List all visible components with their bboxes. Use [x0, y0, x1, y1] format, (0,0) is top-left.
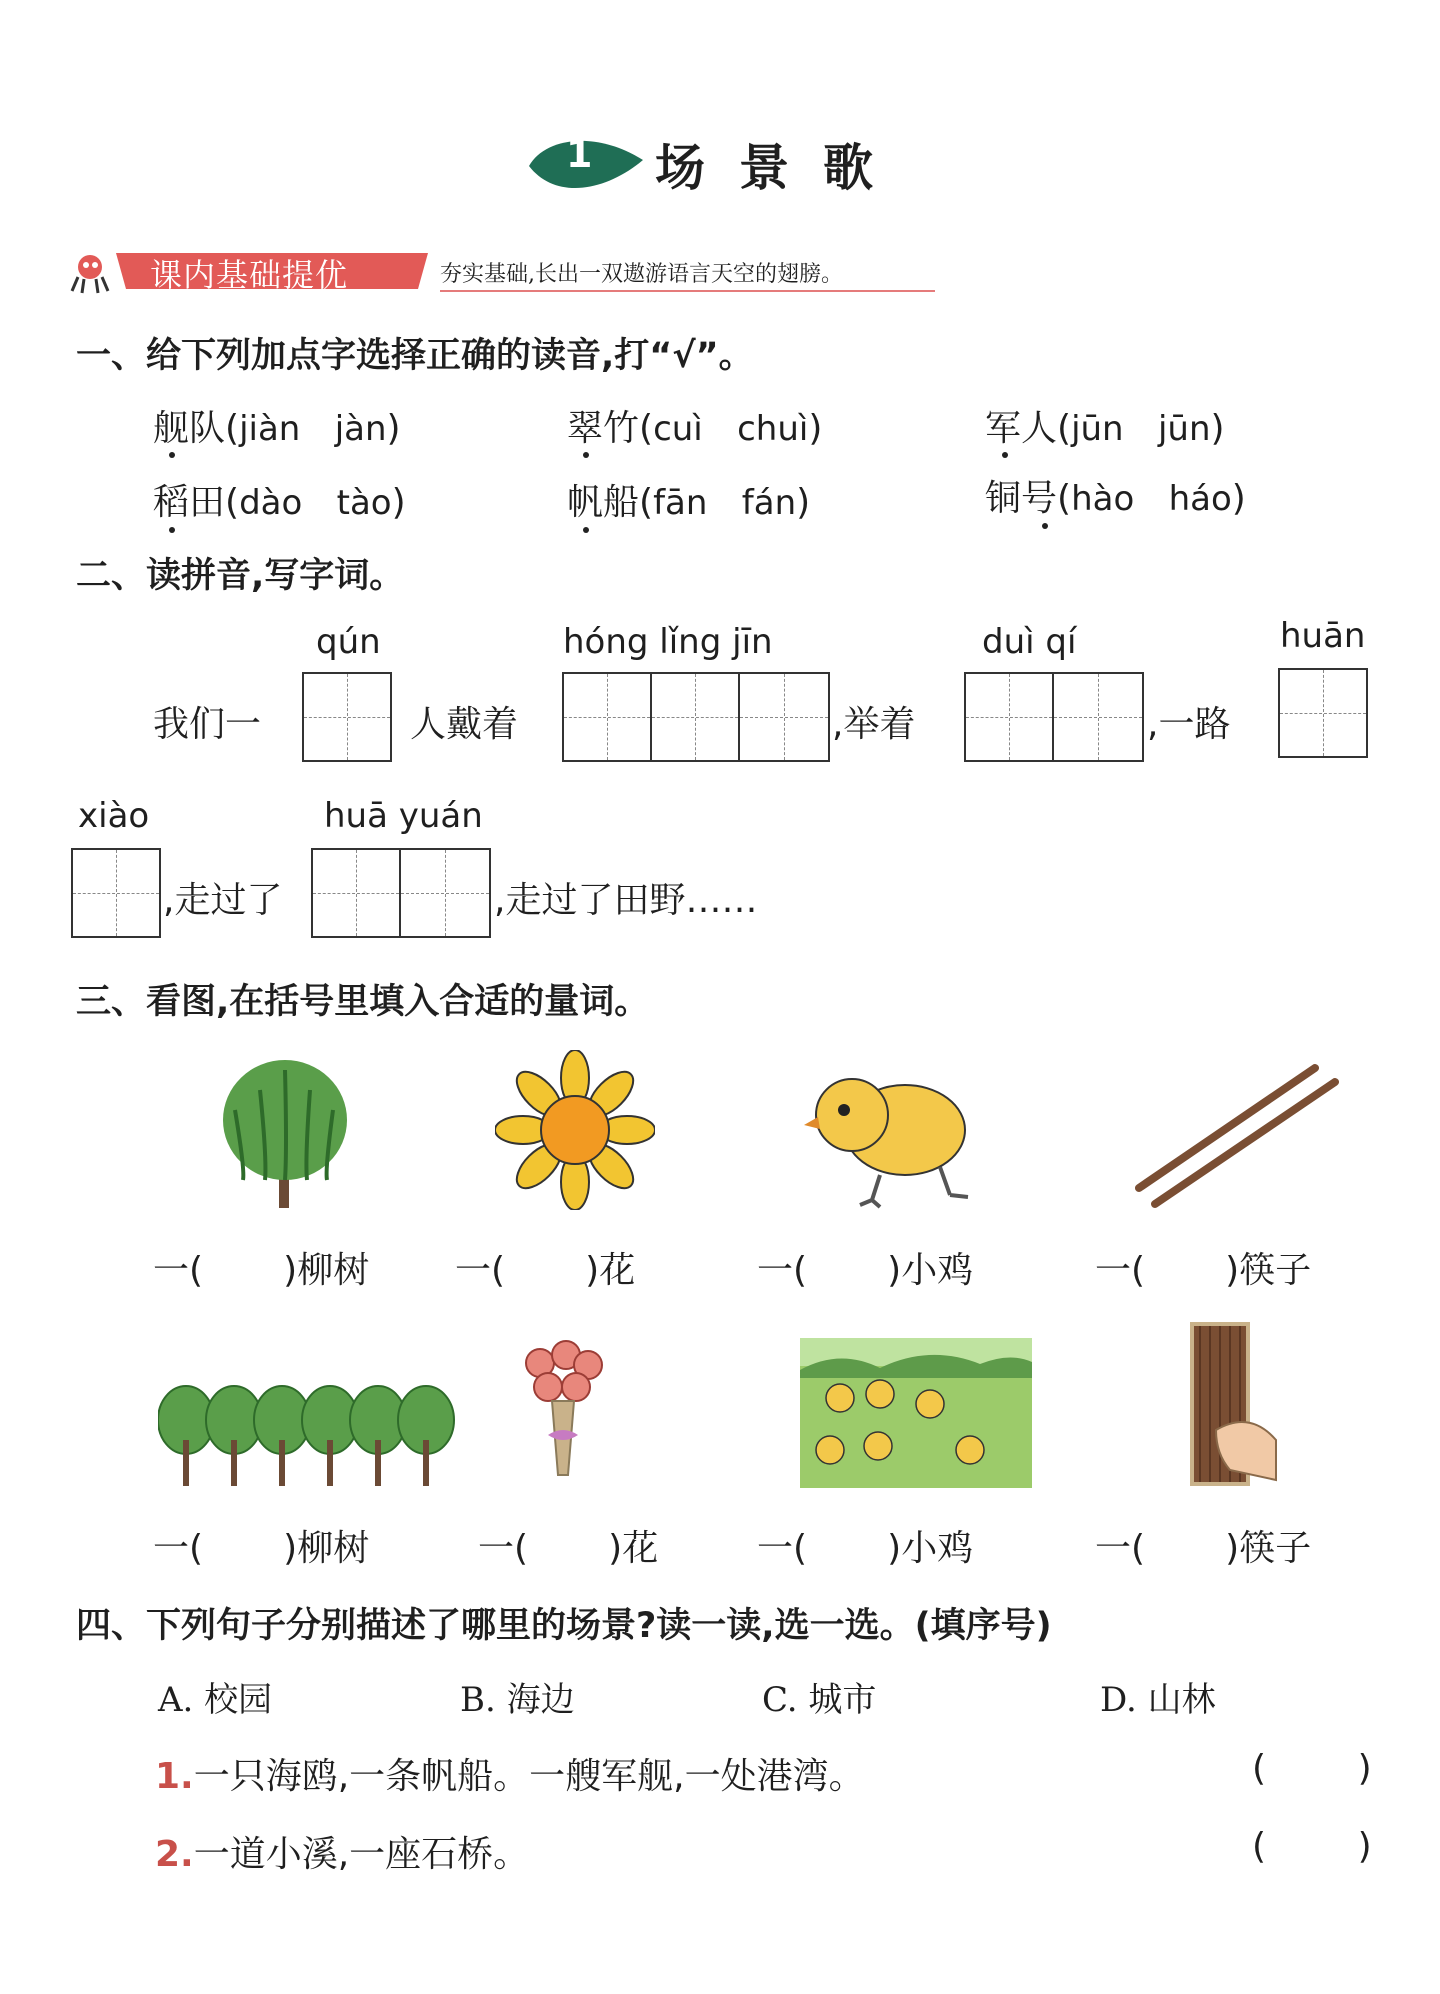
- sentence-text: 人戴着: [410, 704, 519, 745]
- writing-box[interactable]: [1278, 668, 1368, 758]
- section1-heading: 一、给下列加点字选择正确的读音,打“√”。: [76, 336, 754, 376]
- measure-word-item: 一( )花: [478, 1528, 659, 1569]
- emphasis-dot: [169, 452, 175, 458]
- question-2: 2.一道小溪,一座石桥。: [155, 1834, 530, 1875]
- sentence-text: ,一路: [1147, 704, 1231, 745]
- flower-bouquet-icon: [518, 1335, 608, 1485]
- sentence-text: ,走过了田野……: [494, 880, 758, 921]
- pronunciation-item: 军人(jūn jūn): [985, 408, 1225, 449]
- pinyin-label: xiào: [78, 796, 150, 836]
- answer-blank[interactable]: [528, 1528, 608, 1569]
- mascot-icon: [72, 255, 108, 293]
- option-1[interactable]: hào: [1071, 479, 1135, 519]
- emphasis-dot: [583, 452, 589, 458]
- sunflower-icon: [495, 1050, 655, 1210]
- writing-box[interactable]: [71, 848, 161, 938]
- section4-heading: 四、下列句子分别描述了哪里的场景?读一读,选一选。(填序号): [76, 1606, 1052, 1646]
- option-1[interactable]: fān: [653, 483, 708, 523]
- answer-blank[interactable]: [807, 1250, 887, 1291]
- pronunciation-item: 铜号(hào háo): [985, 478, 1246, 519]
- answer-blank[interactable]: [1145, 1528, 1225, 1569]
- section3-heading: 三、看图,在括号里填入合适的量词。: [76, 982, 650, 1022]
- question-1: 1.一只海鸥,一条帆船。一艘军舰,一处港湾。: [155, 1756, 865, 1797]
- pronunciation-item: 翠竹(cuì chuì): [567, 408, 823, 449]
- measure-word-item: 一( )小鸡: [757, 1250, 974, 1291]
- writing-box[interactable]: [311, 848, 491, 938]
- willow-row-icon: [158, 1380, 458, 1490]
- emphasis-dot: [1042, 523, 1048, 529]
- option-2[interactable]: háo: [1168, 479, 1232, 519]
- willow-tree-icon: [215, 1050, 355, 1210]
- measure-word-item: 一( )柳树: [153, 1528, 370, 1569]
- sentence-text: 我们一: [153, 704, 262, 745]
- option-a: A. 校园: [158, 1680, 273, 1720]
- option-d: D. 山林: [1100, 1680, 1216, 1720]
- answer-blank[interactable]: [505, 1250, 585, 1291]
- option-2[interactable]: chuì: [737, 409, 809, 449]
- measure-word-item: 一( )柳树: [153, 1250, 370, 1291]
- lesson-number: 1: [566, 132, 593, 176]
- emphasis-dot: [583, 527, 589, 533]
- sentence-text: ,举着: [832, 704, 916, 745]
- emphasis-dot: [1002, 452, 1008, 458]
- answer-blank[interactable]: [807, 1528, 887, 1569]
- pinyin-label: hóng lǐng jīn: [563, 622, 773, 662]
- answer-blank[interactable]: [203, 1528, 283, 1569]
- answer-blank[interactable]: [1145, 1250, 1225, 1291]
- pronunciation-item: 帆船(fān fán): [567, 482, 811, 523]
- banner-divider: [440, 290, 935, 292]
- pinyin-label: qún: [316, 622, 381, 662]
- option-2[interactable]: tào: [336, 483, 392, 523]
- option-2[interactable]: fán: [741, 483, 797, 523]
- chick-icon: [800, 1055, 975, 1210]
- measure-word-item: 一( )花: [455, 1250, 636, 1291]
- pinyin-label: huā yuán: [324, 796, 483, 836]
- measure-word-item: 一( )筷子: [1095, 1250, 1312, 1291]
- pronunciation-item: 稻田(dào tào): [153, 482, 406, 523]
- page-title: 场景歌: [655, 139, 907, 197]
- chopsticks-bundle-icon: [1180, 1320, 1280, 1490]
- measure-word-item: 一( )小鸡: [757, 1528, 974, 1569]
- option-2[interactable]: jàn: [334, 409, 387, 449]
- option-b: B. 海边: [460, 1680, 575, 1720]
- pinyin-label: huān: [1280, 616, 1366, 656]
- chicks-on-grass-icon: [800, 1338, 1032, 1488]
- chopsticks-pair-icon: [1135, 1060, 1340, 1210]
- option-1[interactable]: jūn: [1071, 409, 1124, 449]
- answer-blank[interactable]: ( ): [1252, 1826, 1372, 1867]
- option-c: C. 城市: [762, 1680, 877, 1720]
- answer-blank[interactable]: ( ): [1252, 1748, 1372, 1789]
- sentence-text: ,走过了: [163, 880, 283, 921]
- answer-blank[interactable]: [203, 1250, 283, 1291]
- pronunciation-item: 舰队(jiàn jàn): [153, 408, 401, 449]
- option-1[interactable]: jiàn: [239, 409, 301, 449]
- pinyin-label: duì qí: [982, 622, 1077, 662]
- writing-box[interactable]: [964, 672, 1144, 762]
- writing-box[interactable]: [302, 672, 392, 762]
- option-1[interactable]: dào: [239, 483, 303, 523]
- banner-label: 课内基础提优: [150, 256, 349, 294]
- writing-box[interactable]: [562, 672, 830, 762]
- section2-heading: 二、读拼音,写字词。: [76, 556, 405, 596]
- option-1[interactable]: cuì: [653, 409, 703, 449]
- option-2[interactable]: jūn: [1157, 409, 1211, 449]
- emphasis-dot: [169, 527, 175, 533]
- banner-slogan: 夯实基础,长出一双遨游语言天空的翅膀。: [440, 262, 843, 287]
- measure-word-item: 一( )筷子: [1095, 1528, 1312, 1569]
